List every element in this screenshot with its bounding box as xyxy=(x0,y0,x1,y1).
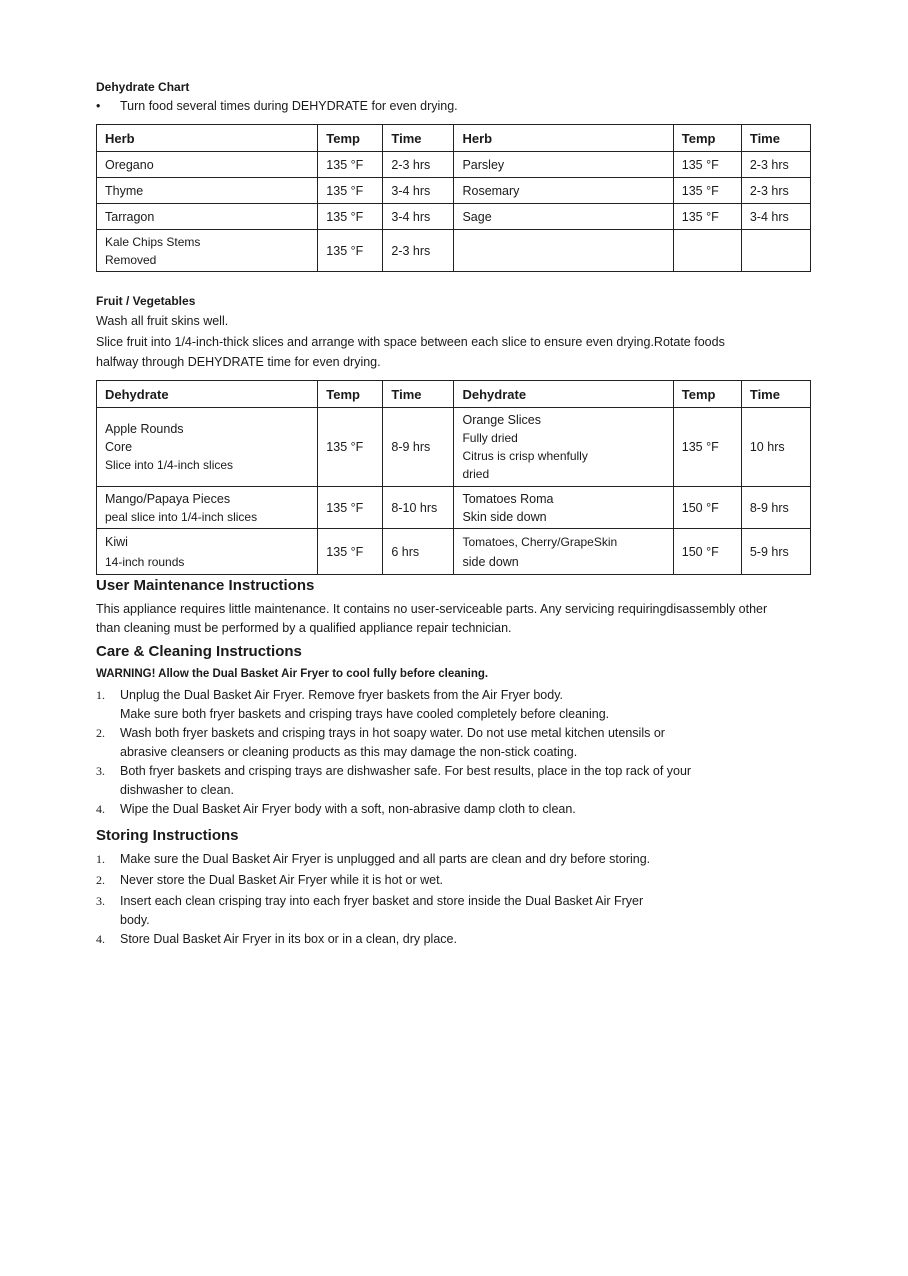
maintenance-line-1: This appliance requires little maintenance. It contains no user-serviceable parts. Any servicing requiringdisassembly other xyxy=(96,602,768,616)
list-item xyxy=(96,892,816,930)
step-text: Store Dual Basket Air Fryer in its box or in a clean, dry place. xyxy=(120,932,457,946)
step-text: Wipe the Dual Basket Air Fryer body with a soft, non-abrasive damp cloth to clean. xyxy=(120,802,576,816)
storing-steps xyxy=(96,850,816,949)
table-row xyxy=(97,204,811,230)
step-number: 2. xyxy=(96,726,105,740)
table-cell: 2-3 hrs xyxy=(383,152,454,178)
table-cell: 135 °F xyxy=(318,529,383,575)
header-temp-2: Temp xyxy=(673,381,741,408)
table-cell xyxy=(454,408,673,487)
care-steps xyxy=(96,686,816,819)
header-time-2: Time xyxy=(741,125,810,152)
list-item xyxy=(96,686,816,724)
table-cell: 8-9 hrs xyxy=(383,408,454,487)
table-cell: 135 °F xyxy=(318,178,383,204)
header-dehydrate-2: Dehydrate xyxy=(454,381,673,408)
table-cell: 3-4 hrs xyxy=(383,204,454,230)
step-number: 4. xyxy=(96,932,105,946)
table-cell: 150 °F xyxy=(673,487,741,529)
fruit-table xyxy=(96,380,811,575)
maintenance-title: User Maintenance Instructions xyxy=(96,577,315,594)
header-temp: Temp xyxy=(318,125,383,152)
step-text: Never store the Dual Basket Air Fryer while it is hot or wet. xyxy=(120,873,444,887)
cell-line: Fully dried xyxy=(462,431,518,445)
cell-line: Mango/Papaya Pieces xyxy=(105,491,231,506)
step-text: body. xyxy=(120,913,150,927)
step-text: Both fryer baskets and crisping trays are dishwasher safe. For best results, place in the top rack of your xyxy=(120,764,692,778)
table-cell: 135 °F xyxy=(318,152,383,178)
step-number: 4. xyxy=(96,802,105,816)
table-cell: 10 hrs xyxy=(741,408,810,487)
table-cell xyxy=(97,230,318,272)
table-cell: 8-10 hrs xyxy=(383,487,454,529)
table-row xyxy=(97,230,811,272)
cell-line: Kiwi xyxy=(105,534,128,549)
table-cell: 8-9 hrs xyxy=(741,487,810,529)
step-number: 1. xyxy=(96,688,105,702)
list-item xyxy=(96,871,816,890)
header-herb: Herb xyxy=(97,125,318,152)
herb-table-header xyxy=(97,125,811,152)
fruit-title: Fruit / Vegetables xyxy=(96,294,196,308)
cell-line: Kale Chips Stems xyxy=(105,234,201,249)
list-item xyxy=(96,762,816,800)
table-cell: 135 °F xyxy=(318,408,383,487)
table-cell: 3-4 hrs xyxy=(383,178,454,204)
table-cell: 2-3 hrs xyxy=(741,152,810,178)
table-row xyxy=(97,529,811,575)
list-item xyxy=(96,850,816,869)
table-cell: 5-9 hrs xyxy=(741,529,810,575)
table-cell: 135 °F xyxy=(318,204,383,230)
cell-line: Orange Slices xyxy=(462,413,541,427)
cell-line: side down xyxy=(462,554,519,569)
header-time: Time xyxy=(383,125,454,152)
header-time: Time xyxy=(383,381,454,408)
table-cell xyxy=(97,529,318,575)
fruit-line-2: Slice fruit into 1/4-inch-thick slices and arrange with space between each slice to ensure even drying.Rotate foods xyxy=(96,335,725,349)
cell-line: Skin side down xyxy=(462,509,547,524)
table-cell xyxy=(741,230,810,272)
step-text: Wash both fryer baskets and crisping trays in hot soapy water. Do not use metal kitchen utensils or xyxy=(120,726,665,740)
cell-line: Removed xyxy=(105,252,157,267)
step-text: abrasive cleansers or cleaning products as this may damage the non-stick coating. xyxy=(120,745,578,759)
dehydrate-chart-title: Dehydrate Chart xyxy=(96,80,190,94)
table-cell: 2-3 hrs xyxy=(383,230,454,272)
header-time-2: Time xyxy=(741,381,810,408)
dehydrate-bullet-text: Turn food several times during DEHYDRATE for even drying. xyxy=(120,99,458,113)
table-cell: 135 °F xyxy=(318,230,383,272)
table-cell: Tarragon xyxy=(97,204,318,230)
storing-title: Storing Instructions xyxy=(96,827,239,844)
table-cell: Parsley xyxy=(454,152,673,178)
herb-table xyxy=(96,124,811,272)
table-cell xyxy=(673,230,741,272)
cell-line: Citrus is crisp whenfully xyxy=(462,449,588,463)
care-title: Care & Cleaning Instructions xyxy=(96,643,302,660)
table-cell: Oregano xyxy=(97,152,318,178)
dehydrate-bullet xyxy=(96,99,458,113)
step-text: dishwasher to clean. xyxy=(120,783,234,797)
list-item xyxy=(96,800,816,819)
cell-line: Apple Rounds xyxy=(105,422,184,436)
cell-line: peal slice into 1/4-inch slices xyxy=(105,509,258,524)
table-cell: Thyme xyxy=(97,178,318,204)
table-cell xyxy=(454,529,673,575)
table-cell: 135 °F xyxy=(673,204,741,230)
list-item xyxy=(96,930,816,949)
step-number: 3. xyxy=(96,764,105,778)
table-cell: 135 °F xyxy=(318,487,383,529)
care-warning: WARNING! Allow the Dual Basket Air Fryer to cool fully before cleaning. xyxy=(96,668,489,680)
cell-line: Tomatoes Roma xyxy=(462,491,554,506)
step-text: Insert each clean crisping tray into each fryer basket and store inside the Dual Basket Air Fryer xyxy=(120,894,644,908)
fruit-line-1: Wash all fruit skins well. xyxy=(96,314,229,328)
header-dehydrate: Dehydrate xyxy=(97,381,318,408)
step-text: Unplug the Dual Basket Air Fryer. Remove fryer baskets from the Air Fryer body. xyxy=(120,688,563,702)
cell-line: dried xyxy=(462,467,490,481)
table-cell xyxy=(454,230,673,272)
header-temp-2: Temp xyxy=(673,125,741,152)
cell-line: Tomatoes, Cherry/GrapeSkin xyxy=(462,534,618,549)
table-cell xyxy=(97,408,318,487)
maintenance-line-2: than cleaning must be performed by a qualified appliance repair technician. xyxy=(96,621,512,635)
header-herb-2: Herb xyxy=(454,125,673,152)
table-row xyxy=(97,178,811,204)
table-cell: Sage xyxy=(454,204,673,230)
table-cell: 135 °F xyxy=(673,178,741,204)
cell-line: 14-inch rounds xyxy=(105,554,185,569)
table-cell xyxy=(97,487,318,529)
step-number: 3. xyxy=(96,894,105,908)
table-cell: Rosemary xyxy=(454,178,673,204)
header-temp: Temp xyxy=(318,381,383,408)
table-cell: 2-3 hrs xyxy=(741,178,810,204)
table-cell: 150 °F xyxy=(673,529,741,575)
bullet-icon: • xyxy=(96,99,101,113)
table-row xyxy=(97,152,811,178)
table-row xyxy=(97,408,811,487)
table-row xyxy=(97,487,811,529)
fruit-table-header xyxy=(97,381,811,408)
step-text: Make sure both fryer baskets and crisping trays have cooled completely before cleaning. xyxy=(120,707,610,721)
table-cell xyxy=(454,487,673,529)
cell-line: Core xyxy=(105,440,133,454)
fruit-line-3: halfway through DEHYDRATE time for even drying. xyxy=(96,355,381,369)
table-cell: 135 °F xyxy=(673,152,741,178)
table-cell: 3-4 hrs xyxy=(741,204,810,230)
list-item xyxy=(96,724,816,762)
table-cell: 135 °F xyxy=(673,408,741,487)
table-cell: 6 hrs xyxy=(383,529,454,575)
step-text: Make sure the Dual Basket Air Fryer is unplugged and all parts are clean and dry before storing. xyxy=(120,852,651,866)
cell-line: Slice into 1/4-inch slices xyxy=(105,458,234,472)
step-number: 1. xyxy=(96,852,105,866)
step-number: 2. xyxy=(96,873,105,887)
